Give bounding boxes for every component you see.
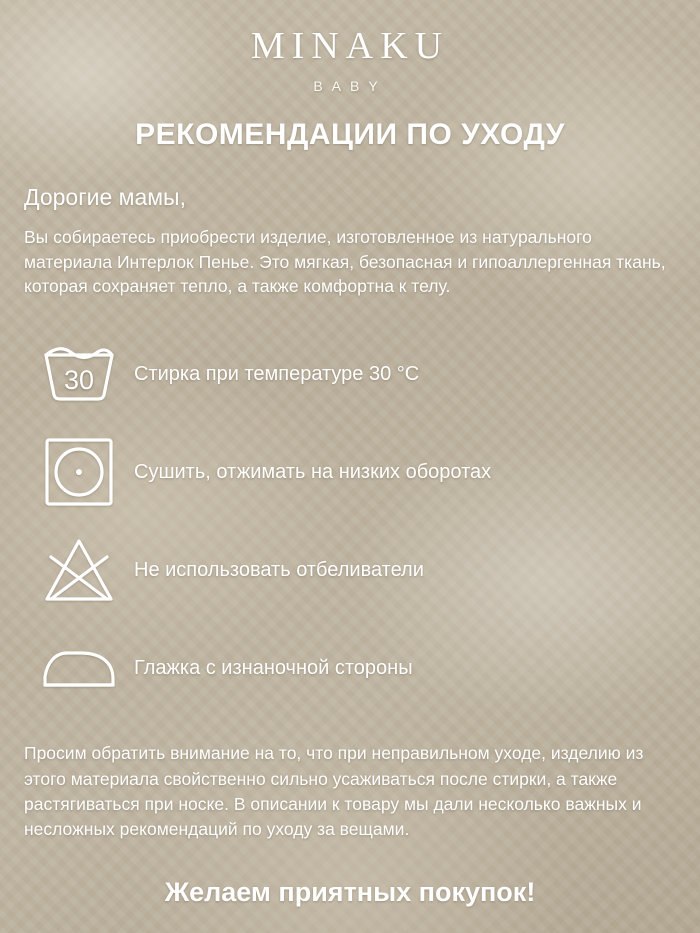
do-not-bleach-icon xyxy=(24,535,134,605)
care-instruction-list xyxy=(0,325,700,717)
list-item-label: Глажка с изнаночной стороны xyxy=(134,656,413,679)
intro-paragraph: Вы собираетесь приобрести изделие, изготовленное из натурального материала Интерлок Пенье. Это мягкая, безопасная и гипоаллергенная ткань, которая сохраняет тепло, а также комфортна к телу. xyxy=(24,226,666,297)
iron-icon xyxy=(24,641,134,695)
list-item-label: Не использовать отбеливатели xyxy=(134,558,424,581)
list-item xyxy=(24,619,676,717)
care-note: Просим обратить внимание на то, что при неправильном уходе, изделию из этого материала свойственно сильно усаживаться после стирки, а также растягиваться при носке. В описании к товару мы дали несколько важных и несложных рекомендаций по уходу за вещами. xyxy=(24,743,644,840)
list-item-label: Сушить, отжимать на низких оборотах xyxy=(134,460,492,483)
brand-subtitle: BABY xyxy=(313,77,387,94)
greeting-text: Дорогие мамы, xyxy=(24,183,186,210)
brand-block xyxy=(0,0,700,94)
wash-30-icon xyxy=(24,345,134,403)
list-item xyxy=(24,521,676,619)
page-title: РЕКОМЕНДАЦИИ ПО УХОДУ xyxy=(135,117,565,151)
list-item xyxy=(24,423,676,521)
tumble-dry-low-icon xyxy=(24,435,134,509)
list-item-label: Стирка при температуре 30 °C xyxy=(134,362,420,385)
brand-name: MINAKU xyxy=(250,25,450,67)
closing-message: Желаем приятных покупок! xyxy=(164,876,536,907)
list-item xyxy=(24,325,676,423)
intro-block xyxy=(0,184,700,300)
svg-text:30: 30 xyxy=(63,365,95,396)
